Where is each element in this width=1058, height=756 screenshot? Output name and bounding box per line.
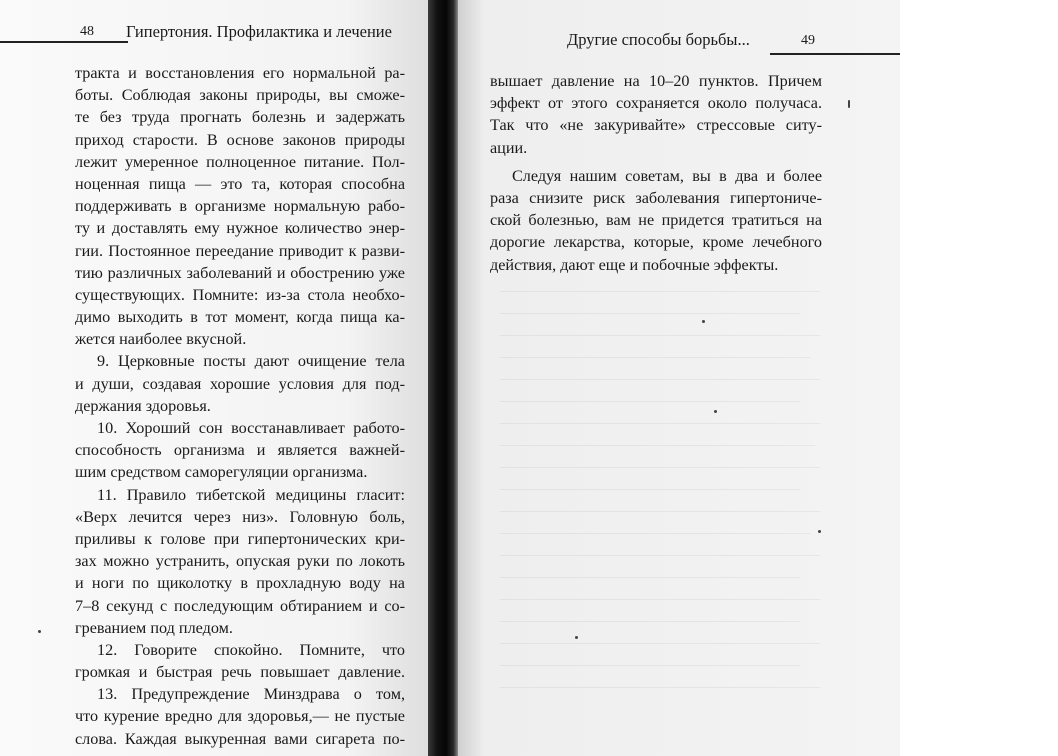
- text-line: ноценная пища — это та, которая способна: [75, 174, 405, 193]
- text-line: Так что «не закуривайте» стрессовые ситу-: [490, 116, 822, 135]
- scan-speck: [714, 410, 717, 413]
- book-gutter: [428, 0, 458, 756]
- text-line: те без труда прогнать болезнь и задержать: [75, 108, 405, 127]
- text-line: димо выходить в тот момент, когда пища ка-: [75, 308, 405, 327]
- text-line: 7–8 секунд с последующим обтиранием и со-: [75, 596, 405, 615]
- text-line: приливы к голове при гипертонических кри-: [75, 529, 405, 548]
- text-line: действия, дают еще и побочные эффекты.: [490, 255, 779, 274]
- text-line: и ноги по щиколотку в прохладную воду на: [75, 574, 405, 593]
- scan-speck: [38, 630, 41, 633]
- text-line: существующих. Помните: из-за стола необхо-: [75, 285, 405, 304]
- scan-speck: [702, 320, 705, 323]
- text-line: ской болезнью, вам не придется тратиться на: [490, 211, 822, 230]
- text-line: гии. Постоянное переедание приводит к разви-: [75, 241, 405, 260]
- text-line: лежит умеренное полноценное питание. Пол-: [75, 152, 405, 171]
- text-line: шим средством саморегуляции организма.: [75, 463, 368, 482]
- text-line: поддерживать в организме нормальную рабо-: [75, 197, 405, 216]
- text-line: дорогие лекарства, которые, кроме лечебного: [490, 233, 822, 252]
- text-line: боты. Соблюдая законы природы, вы сможе-: [75, 86, 405, 105]
- text-line: что курение вредно для здоровья,— не пустые: [75, 707, 405, 726]
- text-line: и души, создавая хорошие условия для под-: [75, 374, 405, 393]
- text-line: громкая и быстрая речь повышает давление.: [75, 663, 405, 682]
- right-page-body: [490, 70, 822, 276]
- text-line: вышает давление на 10–20 пунктов. Причем: [490, 72, 822, 90]
- text-line: Следуя нашим советам, вы в два и более: [512, 166, 822, 185]
- left-page-body: [75, 62, 405, 750]
- text-line: 12. Говорите спокойно. Помните, что: [97, 640, 405, 659]
- page-number-left: 48: [80, 24, 94, 39]
- running-head-left: [80, 22, 415, 48]
- text-line: зах можно устранить, опуская руки по локоть: [75, 552, 405, 571]
- header-rule-right: [770, 53, 900, 55]
- text-line: «Верх лечится через низ». Головную боль,: [75, 507, 405, 526]
- text-line: тракта и восстановления его нормальной ра-: [75, 64, 405, 82]
- text-line: 11. Правило тибетской медицины гласит:: [97, 485, 405, 504]
- text-line: жется наиболее вкусной.: [75, 330, 247, 349]
- text-line: 13. Предупреждение Минздрава о том,: [97, 685, 405, 704]
- scan-margin: [900, 0, 1058, 756]
- running-head-title-right: Другие способы борьбы...: [567, 30, 750, 49]
- scan-speck: [818, 530, 821, 533]
- text-line: ации.: [490, 138, 528, 157]
- text-line: приход старости. В основе законов природы: [75, 130, 405, 149]
- text-line: греванием под пледом.: [75, 618, 233, 637]
- text-line: ту и доставлять ему нужное количество энер-: [75, 219, 405, 238]
- scan-speck: [848, 100, 850, 108]
- text-line: держания здоровья.: [75, 396, 211, 415]
- text-line: тию различных заболеваний и обострению уже: [75, 263, 405, 282]
- text-line: раза снизите риск заболевания гипертониче-: [490, 188, 822, 207]
- running-head-title-left: Гипертония. Профилактика и лечение: [126, 22, 392, 41]
- text-line: эффект от этого сохраняется около получаса.: [490, 94, 822, 113]
- scan-speck: [575, 636, 578, 639]
- text-line: способность организма и является важней-: [75, 441, 405, 460]
- text-line: 10. Хороший сон восстанавливает работо-: [97, 419, 405, 437]
- text-line: слова. Каждая выкуренная вами сигарета по-: [75, 729, 405, 748]
- text-line: 9. Церковные посты дают очищение тела: [97, 352, 405, 371]
- page-number-right: 49: [801, 33, 815, 48]
